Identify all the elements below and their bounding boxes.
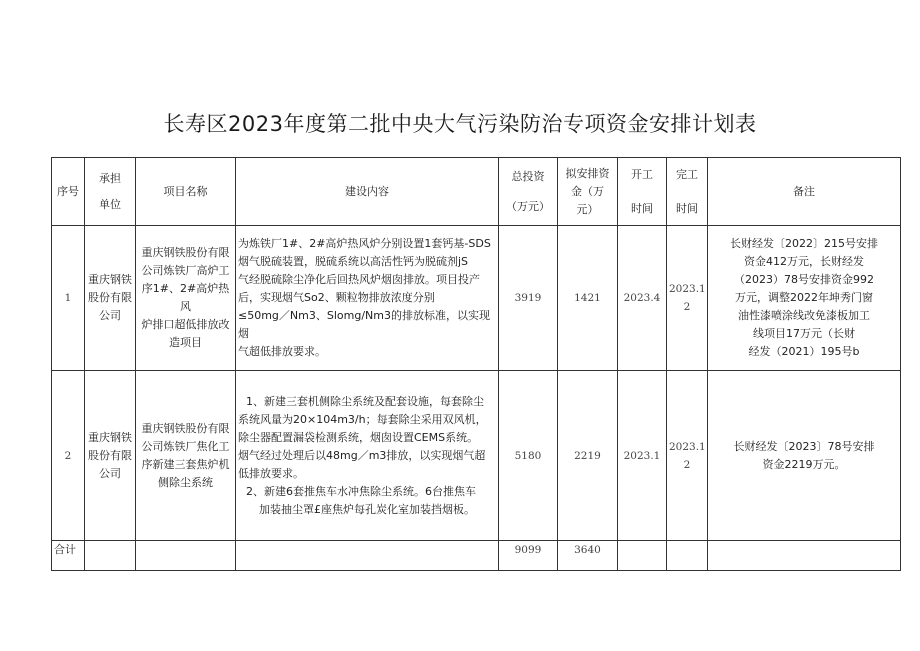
text-line: 股份有限 bbox=[88, 448, 132, 462]
total-investment: 9099 bbox=[499, 541, 558, 571]
table-row bbox=[52, 226, 901, 371]
text-line: 为炼铁厂1#、2#高炉热风炉分别设置1套钙基-SDS bbox=[238, 237, 491, 250]
text-line: 公司 bbox=[99, 309, 121, 322]
text-line: 气超低排放要求。 bbox=[238, 345, 326, 358]
row-content bbox=[236, 371, 499, 541]
row-remark bbox=[708, 371, 901, 541]
empty-cell bbox=[136, 541, 236, 571]
text-line: ≤50mg／Nm3、Slomg/Nm3的排放标准，以实现烟 bbox=[238, 309, 490, 340]
text-line: 2023.1 bbox=[669, 283, 706, 295]
row-seq: 1 bbox=[52, 226, 85, 371]
empty-cell bbox=[667, 541, 708, 571]
header-end-line: 完工 bbox=[676, 167, 698, 181]
text-line: 1、新建三套机侧除尘系统及配套设施，每套除尘 bbox=[246, 394, 484, 408]
header-unit bbox=[85, 158, 136, 226]
text-line: 万元，调整2022年坤秀门窗 bbox=[735, 291, 873, 304]
header-project-name: 项目名称 bbox=[136, 158, 236, 226]
text-line: 股份有限 bbox=[88, 291, 132, 304]
row-project-name bbox=[136, 371, 236, 541]
text-line: 重庆钢铁 bbox=[88, 273, 132, 286]
text-line: 除尘器配置漏袋检测系统，烟囱设置CEMS系统。 bbox=[238, 430, 479, 444]
text-line: 公司炼铁厂高炉工 bbox=[141, 264, 230, 277]
total-label: 合计 bbox=[52, 541, 85, 571]
row-planned-fund: 2219 bbox=[558, 371, 618, 541]
row-seq: 2 bbox=[52, 371, 85, 541]
table-row bbox=[52, 371, 901, 541]
row-start-time: 2023.1 bbox=[618, 371, 667, 541]
text-line: 序新建三套焦炉机 bbox=[141, 457, 230, 471]
text-line: 2 bbox=[683, 301, 691, 313]
header-fund-line: 金（万 bbox=[571, 184, 604, 198]
empty-cell bbox=[236, 541, 499, 571]
text-line: （2023）78号安排资金992 bbox=[734, 273, 874, 286]
text-line: 系统风量为20×104m3/h；每套除尘采用双风机， bbox=[238, 412, 487, 426]
text-line: 造项目 bbox=[169, 336, 202, 349]
total-planned-fund: 3640 bbox=[558, 541, 618, 571]
text-line: 炉排口超低排放改 bbox=[141, 318, 230, 331]
header-fund-line: 元） bbox=[576, 202, 599, 216]
fund-allocation-table bbox=[51, 157, 901, 571]
text-line: 低排放要求。 bbox=[238, 466, 304, 480]
row-remark bbox=[708, 226, 901, 371]
header-invest-line: 总投资 bbox=[511, 169, 545, 183]
page-title: 长寿区2023年度第二批中央大气污染防治专项资金安排计划表 bbox=[163, 112, 757, 136]
row-unit bbox=[85, 371, 136, 541]
text-line: 2、新建6套推焦车水冲焦除尘系统。6台推焦车 bbox=[246, 484, 476, 498]
row-end-time bbox=[667, 371, 708, 541]
header-seq: 序号 bbox=[52, 158, 85, 226]
empty-cell bbox=[85, 541, 136, 571]
header-end-time bbox=[667, 158, 708, 226]
text-line: 2 bbox=[683, 458, 691, 471]
text-line: 气经脱硫除尘净化后回热风炉烟囱排放。项目投产 bbox=[238, 273, 480, 286]
text-line: 公司炼铁厂焦化工 bbox=[141, 439, 230, 453]
row-total-investment: 3919 bbox=[499, 226, 558, 371]
header-unit-line: 单位 bbox=[99, 197, 121, 211]
row-planned-fund: 1421 bbox=[558, 226, 618, 371]
text-line: 2023.1 bbox=[669, 440, 706, 453]
row-unit bbox=[85, 226, 136, 371]
row-total-investment: 5180 bbox=[499, 371, 558, 541]
text-line: 资金2219万元。 bbox=[762, 457, 846, 471]
row-start-time: 2023.4 bbox=[618, 226, 667, 371]
empty-cell bbox=[618, 541, 667, 571]
text-line: 重庆钢铁股份有限 bbox=[141, 246, 230, 259]
text-line: 序1#、2#高炉热风 bbox=[141, 282, 230, 313]
row-end-time bbox=[667, 226, 708, 371]
total-row bbox=[52, 541, 901, 571]
text-line: 侧除尘系统 bbox=[158, 475, 213, 489]
text-line: 资金412万元，长财经发 bbox=[744, 255, 864, 268]
header-start-line: 时间 bbox=[631, 201, 653, 215]
text-line: 烟气经过处理后以48mg／m3排放，以实现烟气超 bbox=[238, 448, 486, 462]
header-row bbox=[52, 158, 901, 226]
empty-cell bbox=[708, 541, 901, 571]
text-line: 重庆钢铁股份有限 bbox=[141, 421, 230, 435]
text-line: 烟气脱硫装置，脱硫系统以高活性钙为脱硫剂jS bbox=[238, 255, 469, 268]
text-line: 线项目17万元（长财 bbox=[753, 327, 855, 340]
header-start-time bbox=[618, 158, 667, 226]
header-start-line: 开工 bbox=[631, 167, 653, 181]
header-fund-line: 拟安排资 bbox=[565, 166, 610, 180]
header-content: 建设内容 bbox=[236, 158, 499, 226]
header-unit-line: 承担 bbox=[99, 171, 121, 185]
text-line: 经发（2021）195号b bbox=[748, 345, 860, 358]
text-line: 油性漆喷涂线改免漆板加工 bbox=[738, 309, 870, 322]
text-line: 长财经发〔2022〕215号安排 bbox=[730, 237, 878, 250]
row-content bbox=[236, 226, 499, 371]
text-line: 加装抽尘罩£座焦炉每孔炭化室加装挡烟板。 bbox=[259, 502, 475, 516]
header-invest-line: （万元） bbox=[506, 199, 550, 213]
text-line: 重庆钢铁 bbox=[88, 430, 132, 444]
text-line: 公司 bbox=[99, 466, 121, 480]
header-total-investment bbox=[499, 158, 558, 226]
text-line: 长财经发〔2023〕78号安排 bbox=[733, 439, 875, 453]
text-line: 后，实现烟气So2、颗粒物排放浓度分别 bbox=[238, 291, 435, 304]
header-remark: 备注 bbox=[708, 158, 901, 226]
row-project-name bbox=[136, 226, 236, 371]
header-planned-fund bbox=[558, 158, 618, 226]
header-end-line: 时间 bbox=[676, 201, 698, 215]
